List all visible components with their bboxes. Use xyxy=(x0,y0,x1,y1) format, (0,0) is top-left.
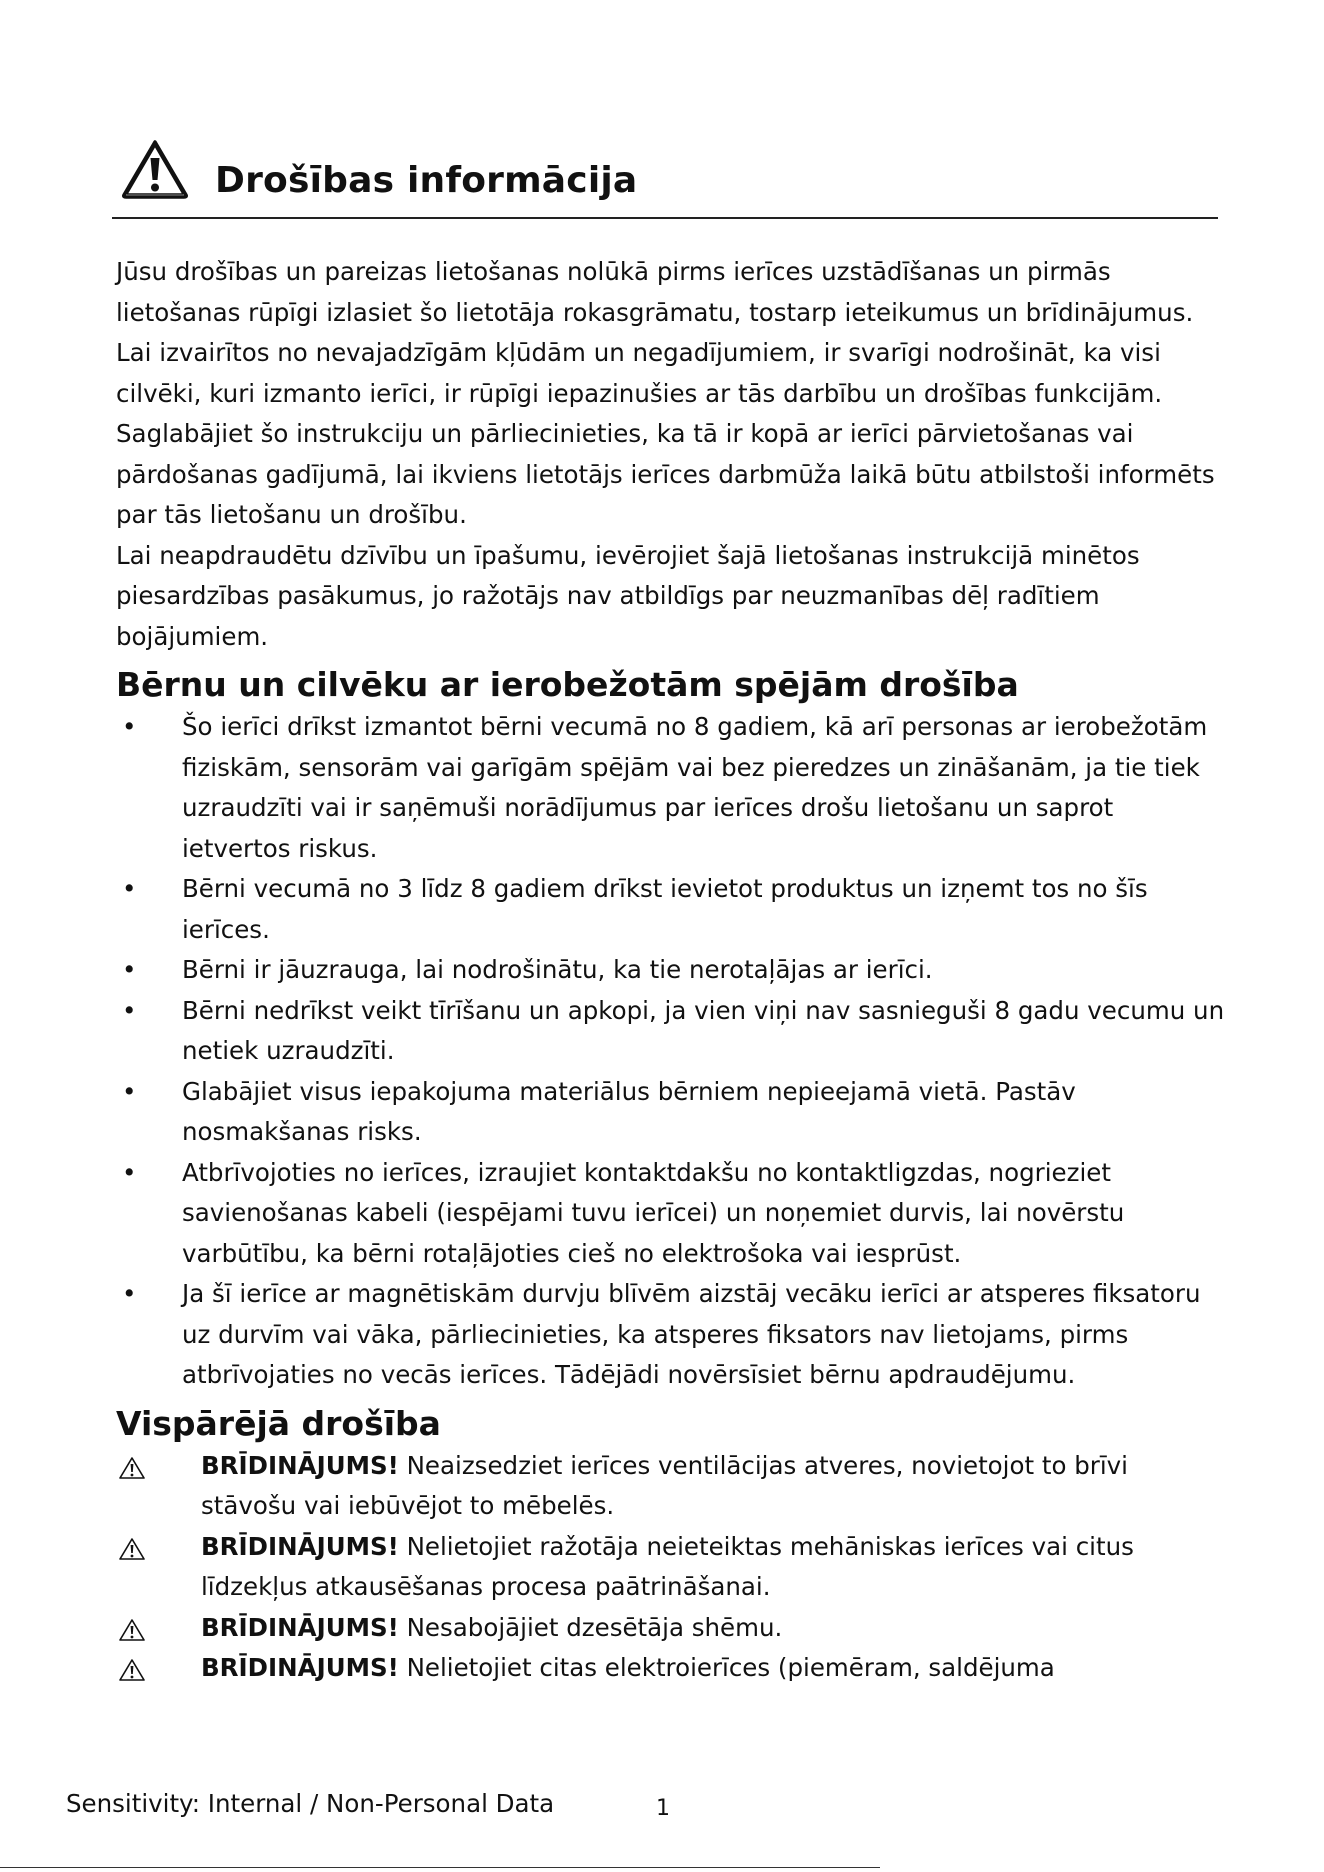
list-item-text: Atbrīvojoties no ierīces, izraujiet kontaktdakšu no kontaktligzdas, nogrieziet savienošanas kabeli (iespējami tuvu ierīcei) un noņemiet durvis, lai novērstu varbūtību, ka bērni rotaļājoties cieš no elektrošoka vai iesprūst. xyxy=(182,1157,1125,1268)
list-item xyxy=(116,1072,1226,1153)
warning-triangle-icon xyxy=(120,138,190,200)
warning-label: BRĪDINĀJUMS! xyxy=(201,1450,399,1480)
footer-divider xyxy=(0,1867,880,1868)
page-number: 1 xyxy=(656,1796,670,1821)
warning-triangle-icon xyxy=(118,1537,146,1561)
warning-triangle-icon xyxy=(118,1456,146,1480)
list-item xyxy=(116,869,1226,950)
list-item-text: Šo ierīci drīkst izmantot bērni vecumā no 8 gadiem, kā arī personas ar ierobežotām fiziskām, sensorām vai garīgām spējām vai bez pieredzes un zināšanām, ja tie tiek uzraudzīti vai ir saņēmuši norādījumus par ierīces drošu lietošanu un saprot ietvertos riskus. xyxy=(182,712,1208,863)
list-item xyxy=(116,1274,1226,1396)
list-item xyxy=(116,1153,1226,1275)
general-safety-list xyxy=(116,1446,1226,1689)
list-item xyxy=(116,707,1226,869)
title-row xyxy=(112,138,1217,220)
intro-paragraph: Jūsu drošības un pareizas lietošanas nolūkā pirms ierīces uzstādīšanas un pirmās lietošanas rūpīgi izlasiet šo lietotāja rokasgrāmatu, tostarp ieteikumus un brīdinājumus. Lai izvairītos no nevajadzīgām kļūdām un negadījumiem, ir svarīgi nodrošināt, ka visi cilvēki, kuri izmanto ierīci, ir rūpīgi iepazinušies ar tās darbību un drošības funkcijām. Saglabājiet šo instrukciju un pārliecinieties, ka tā ir kopā ar ierīci pārvietošanas vai pārdošanas gadījumā, lai ikviens lietotājs ierīces darbmūža laikā būtu atbilstoši informēts par tās lietošanu un drošību. xyxy=(116,257,1215,529)
warning-text: Nelietojiet citas elektroierīces (piemēram, saldējuma xyxy=(406,1653,1055,1682)
bullet-icon: • xyxy=(122,1076,137,1106)
warning-label: BRĪDINĀJUMS! xyxy=(201,1531,399,1561)
bullet-icon: • xyxy=(122,995,137,1025)
warning-text: Neaizsedziet ierīces ventilācijas atveres, novietojot to brīvi stāvošu vai iebūvējot to mēbelēs. xyxy=(201,1450,1128,1520)
list-item-text: Bērni nedrīkst veikt tīrīšanu un apkopi, ja vien viņi nav sasnieguši 8 gadu vecumu un netiek uzraudzīti. xyxy=(182,995,1225,1065)
bullet-icon: • xyxy=(122,712,137,741)
warning-label: BRĪDINĀJUMS! xyxy=(201,1612,399,1642)
bullet-icon: • xyxy=(122,1157,137,1187)
sensitivity-label: Sensitivity: Internal / Non-Personal Data xyxy=(66,1789,555,1818)
warning-item xyxy=(116,1608,1226,1649)
page-title: Drošības informācija xyxy=(215,160,638,201)
list-item-text: Bērni ir jāuzrauga, lai nodrošinātu, ka tie nerotaļājas ar ierīci. xyxy=(182,955,933,984)
list-item xyxy=(116,950,1226,991)
title-divider xyxy=(112,217,1218,219)
warning-item xyxy=(116,1446,1226,1527)
children-safety-list xyxy=(116,707,1226,1396)
content xyxy=(116,252,1226,1689)
warning-item xyxy=(116,1527,1226,1608)
intro-paragraph: Lai neapdraudētu dzīvību un īpašumu, ievērojiet šajā lietošanas instrukcijā minētos piesardzības pasākumus, jo ražotājs nav atbildīgs par neuzmanības dēļ radītiem bojājumiem. xyxy=(116,540,1140,651)
list-item-text: Bērni vecumā no 3 līdz 8 gadiem drīkst ievietot produktus un izņemt tos no šīs ierīces. xyxy=(182,874,1148,944)
section-heading-children-safety: Bērnu un cilvēku ar ierobežotām spējām drošība xyxy=(116,665,1019,704)
bullet-icon: • xyxy=(122,874,137,903)
section-heading-general-safety: Vispārējā drošība xyxy=(116,1403,441,1443)
warning-text: Nesabojājiet dzesētāja shēmu. xyxy=(406,1612,783,1642)
list-item-text: Glabājiet visus iepakojuma materiālus bērniem nepieejamā vietā. Pastāv nosmakšanas risks. xyxy=(182,1076,1076,1146)
list-item xyxy=(116,991,1226,1072)
bullet-icon: • xyxy=(122,955,137,984)
warning-label: BRĪDINĀJUMS! xyxy=(201,1653,399,1682)
bullet-icon: • xyxy=(122,1279,137,1308)
warning-triangle-icon xyxy=(118,1618,146,1642)
warning-text: Nelietojiet ražotāja neieteiktas mehāniskas ierīces vai citus līdzekļus atkausēšanas procesa paātrināšanai. xyxy=(201,1531,1134,1601)
warning-triangle-icon xyxy=(118,1658,146,1682)
list-item-text: Ja šī ierīce ar magnētiskām durvju blīvēm aizstāj vecāku ierīci ar atsperes fiksatoru uz durvīm vai vāka, pārliecinieties, ka atsperes fiksators nav lietojams, pirms atbrīvojaties no vecās ierīces. Tādējādi novērsīsiet bērnu apdraudējumu. xyxy=(182,1279,1201,1389)
warning-item xyxy=(116,1648,1226,1689)
